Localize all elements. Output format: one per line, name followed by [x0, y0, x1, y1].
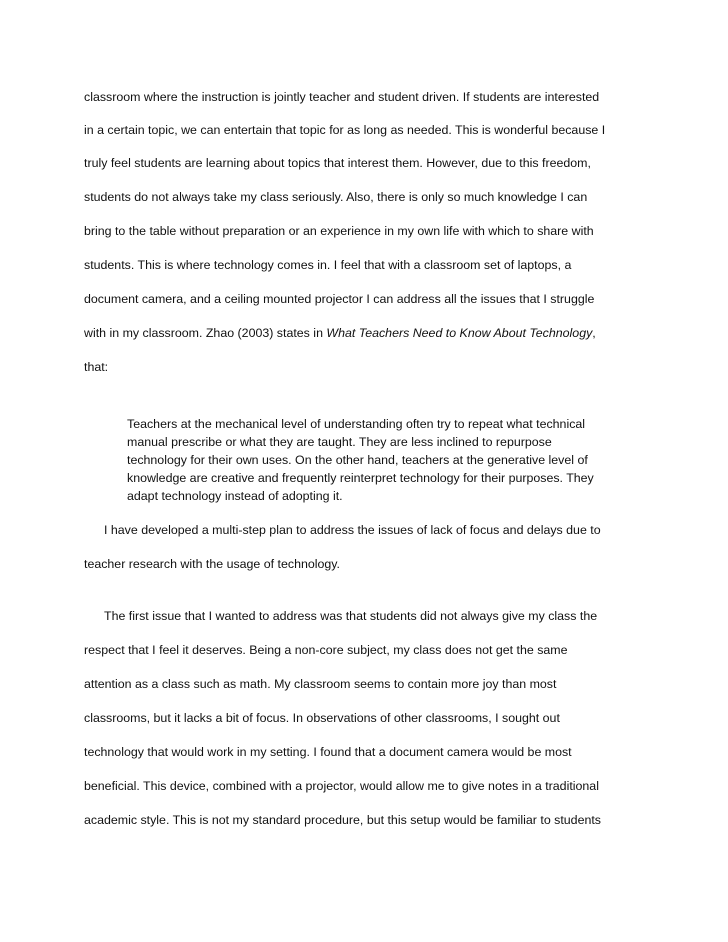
paragraph-line: document camera, and a ceiling mounted projector I can address all the issues that I struggle [84, 292, 595, 306]
paragraph-line: classroom where the instruction is jointly teacher and student driven. If students are interested [84, 90, 600, 104]
block-quote-line: manual prescribe or what they are taught. They are less inclined to repurpose [127, 435, 552, 449]
paragraph-line: students do not always take my class seriously. Also, there is only so much knowledge I can [84, 190, 588, 204]
citation-text: with in my classroom. Zhao (2003) states in [84, 326, 327, 340]
paragraph-line: attention as a class such as math. My classroom seems to contain more joy than most [84, 677, 557, 691]
paragraph-line: that: [84, 360, 109, 374]
paragraph-line: truly feel students are learning about topics that interest them. However, due to this freedom, [84, 156, 591, 170]
paragraph-line: The first issue that I wanted to address was that students did not always give my class the [104, 609, 598, 623]
block-quote-line: knowledge are creative and frequently reinterpret technology for their purposes. They [127, 471, 594, 485]
paragraph-line: I have developed a multi-step plan to address the issues of lack of focus and delays due to [104, 523, 601, 537]
paragraph-line: classrooms, but it lacks a bit of focus. In observations of other classrooms, I sought out [84, 711, 560, 725]
paragraph-line: technology that would work in my setting. I found that a document camera would be most [84, 745, 572, 759]
block-quote-line: Teachers at the mechanical level of understanding often try to repeat what technical [127, 417, 586, 431]
block-quote-line: technology for their own uses. On the other hand, teachers at the generative level of [127, 453, 588, 467]
paragraph-line: bring to the table without preparation or an experience in my own life with which to share with [84, 224, 594, 238]
block-quote-line: adapt technology instead of adopting it. [127, 489, 343, 503]
paragraph-line: teacher research with the usage of technology. [84, 557, 340, 571]
paragraph-line: in a certain topic, we can entertain that topic for as long as needed. This is wonderful because I [84, 123, 606, 137]
paragraph-line: academic style. This is not my standard procedure, but this setup would be familiar to students [84, 813, 601, 827]
paragraph-line: students. This is where technology comes in. I feel that with a classroom set of laptops, a [84, 258, 572, 272]
citation-punctuation: , [592, 326, 596, 340]
paragraph-line: beneficial. This device, combined with a projector, would allow me to give notes in a traditional [84, 779, 599, 793]
paragraph-line: respect that I feel it deserves. Being a non-core subject, my class does not get the same [84, 643, 568, 657]
citation-line [84, 324, 596, 342]
book-title: What Teachers Need to Know About Technology [326, 326, 593, 340]
